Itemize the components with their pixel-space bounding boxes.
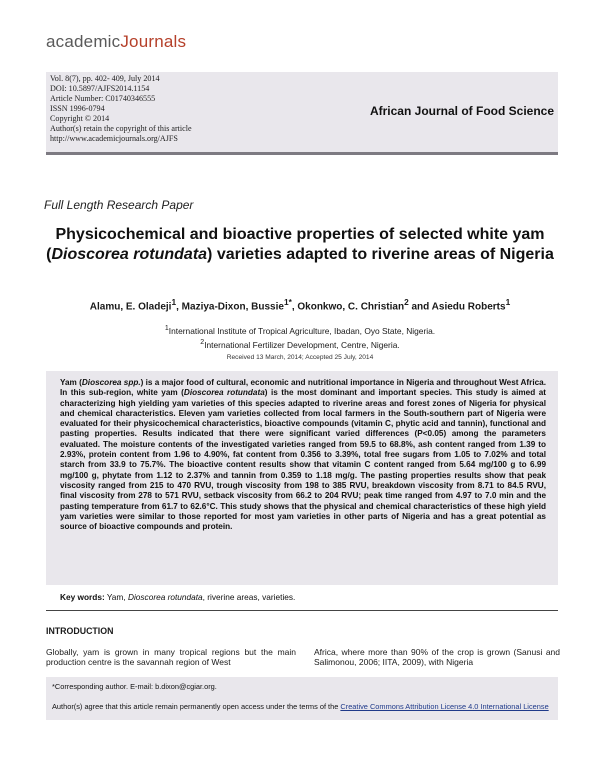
meta-url[interactable]: http://www.academicjournals.org/AJFS — [50, 134, 178, 143]
affiliation-1 — [40, 323, 560, 337]
header-divider — [46, 152, 558, 155]
meta-issn: ISSN 1996-0794 — [50, 104, 105, 113]
abstract-seg: Yam ( — [60, 378, 82, 387]
article-metadata — [50, 74, 192, 144]
title-part-2: ) varieties adapted to riverine areas of Nigeria — [207, 246, 554, 263]
author-name: Alamu, E. Oladeji — [89, 301, 172, 313]
affiliations — [40, 323, 560, 351]
intro-column-left: Globally, yam is grown in many tropical regions but the main production centre is the savannah region of West — [46, 647, 296, 668]
author-sup: 1 — [171, 297, 177, 307]
abstract-seg: ) is a major food of cultural, economic and nutritional importance in Nigeria and throughout West Africa. In this sub-region, white yam ( — [60, 378, 546, 398]
author-sup: 1* — [283, 297, 292, 307]
intro-heading: INTRODUCTION — [46, 626, 114, 636]
author-name: Asiedu Roberts — [431, 301, 506, 313]
keywords-label: Key words: — [60, 592, 105, 602]
section-divider — [46, 610, 558, 611]
title-part-1: Physicochemical and bioactive properties of selected white yam ( — [46, 226, 545, 263]
meta-copyright: Copyright © 2014 — [50, 114, 110, 123]
paper-title — [40, 225, 560, 265]
paper-type: Full Length Research Paper — [44, 198, 194, 212]
author-name: Maziya-Dixon, Bussie — [181, 301, 284, 313]
meta-rights: Author(s) retain the copyright of this article — [50, 124, 192, 133]
keywords-text: , riverine areas, varieties. — [202, 592, 296, 602]
title-species: Dioscorea rotundata — [51, 246, 208, 263]
meta-article-number: Article Number: C01740346555 — [50, 94, 156, 103]
license-prefix: Author(s) agree that this article remain permanently open access under the terms of the — [52, 702, 341, 711]
abstract-text — [60, 378, 546, 532]
author-name: Okonkwo, C. Christian — [297, 301, 405, 313]
intro-column-right: Africa, where more than 90% of the crop is grown (Sanusi and Salimonou, 2006; IITA, 2009), with Nigeria — [314, 647, 560, 668]
meta-volume: Vol. 8(7), pp. 402- 409, July 2014 — [50, 74, 160, 83]
journal-name: African Journal of Food Science — [369, 104, 554, 118]
abstract-seg: ) is the most dominant and important species. This study is aimed at characterizing high yielding yam varieties of this species adapted to riverine areas and forest zones of Nigeria for physical and chemical characteristics. Eleven yam varieties collected from local farmers in the South-southern part of Nigeria were evaluated for their physicochemical characteristics, bioactive compounds (vitamin C, phytic acid and tannin), functional and pasting properties. Results indicated that there were significant varied differences (P<0.05) among the parameters evaluated. The moisture contents of the investigated varieties ranged from 59.5 to 68.8%, ash content ranged from 1.39 to 2.93%, protein content from 1.96 to 4.90%, fat content from 0.356 to 3.39%, total free sugars from 1.05 to 7.02% and total starch from 33.9 to 75.7%. The bioactive content results show that vitamin C content ranged from 5.64 mg/100 g to 6.99 mg/100 g, phytate from 1.12 to 2.37% and tannin from 0.359 to 1.18 mg/g. The pasting properties results show that peak viscosity ranged from 215 to 470 RVU, trough viscosity from 198 to 385 RVU, breakdown viscosity from 8.71 to 84.5 RVU, final viscosity from 278 to 571 RVU, setback viscosity from 66.2 to 204 RVU; peak time ranged from 4.97 to 7.0 min and the pasting temperature from 61.7 to 62.6°C. This study shows that the physical and chemical characteristics of these high yield yam varieties were similar to those reported for most yam varieties in other parts of Nigeria and has a great potential as source of bioactive compounds and protein. — [60, 388, 546, 532]
abstract-italic: Dioscorea rotundata — [183, 388, 265, 398]
keywords-italic: Dioscorea rotundata — [127, 592, 203, 602]
affiliation-text: International Institute of Tropical Agriculture, Ibadan, Oyo State, Nigeria. — [168, 325, 436, 336]
keywords — [60, 592, 295, 602]
author-sup: 2 — [404, 297, 409, 307]
affiliation-text: International Fertilizer Development, Centre, Nigeria. — [204, 339, 400, 350]
author-sup: 1 — [505, 297, 511, 307]
license-link[interactable]: Creative Commons Attribution License 4.0 International License — [340, 702, 549, 711]
affiliation-sup: 1 — [164, 325, 169, 332]
publisher-logo — [46, 32, 186, 52]
abstract-italic: Dioscorea spp. — [81, 378, 141, 387]
affiliation-2 — [40, 337, 560, 351]
corresponding-author: *Corresponding author. E-mail: b.dixon@cgiar.org. — [52, 682, 217, 691]
logo-part-journals: Journals — [120, 32, 187, 51]
keywords-text: Yam, — [104, 592, 128, 602]
received-accepted-dates: Received 13 March, 2014; Accepted 25 July, 2014 — [226, 354, 374, 361]
license-note — [52, 702, 552, 712]
logo-part-academic: academic — [46, 32, 121, 51]
author-list: Alamu, E. Oladeji$^1$, Maziya-Dixon, Bussie$^{1*}$, Okonkwo, C. Christian$^2$ and Asiedu Roberts$^1$ — [89, 297, 511, 313]
affiliation-sup: 2 — [200, 338, 205, 346]
meta-doi: DOI: 10.5897/AJFS2014.1154 — [50, 84, 150, 93]
